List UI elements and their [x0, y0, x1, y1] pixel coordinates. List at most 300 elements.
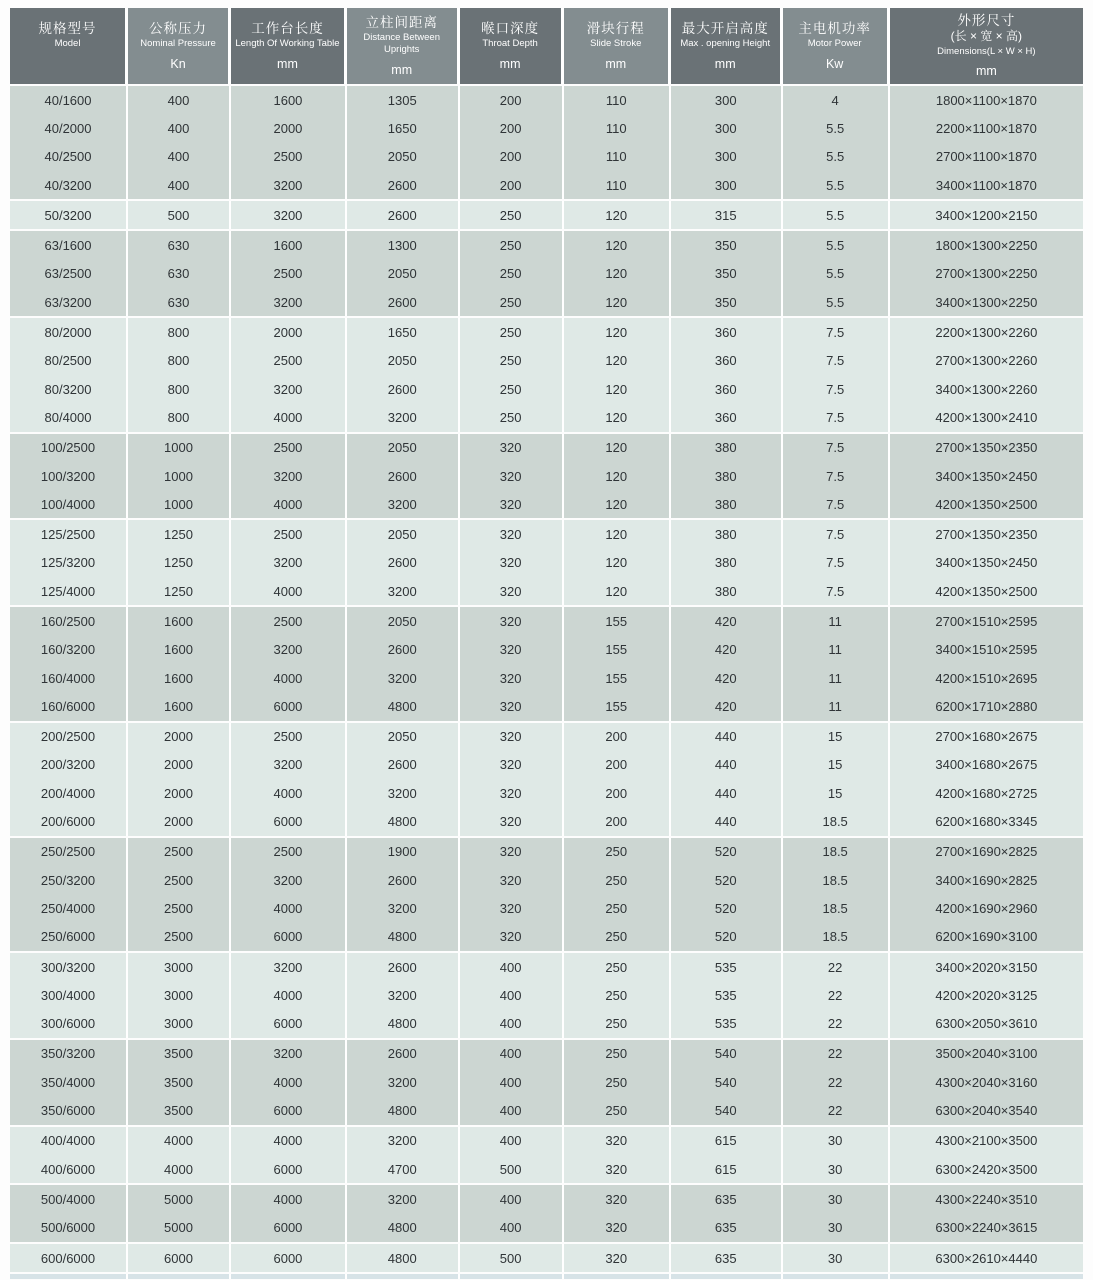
cell-slide-stroke: 120	[564, 375, 671, 403]
cell-dimensions: 6300×2420×3500	[890, 1155, 1083, 1183]
cell-nominal-pressure: 1600	[128, 692, 231, 720]
cell-working-table-length: 2500	[231, 520, 347, 548]
col-header-motor-power	[783, 8, 890, 84]
table-row	[10, 1040, 1083, 1068]
cell-dimensions: 3500×2040×3100	[890, 1040, 1083, 1068]
cell-uprights-distance: 2050	[347, 347, 460, 375]
cell-throat-depth: 320	[460, 607, 564, 635]
cell-working-table-length: 2500	[231, 347, 347, 375]
cell-slide-stroke: 320	[564, 1185, 671, 1213]
cell-nominal-pressure: 2500	[128, 866, 231, 894]
cell-dimensions: 4200×2020×3125	[890, 981, 1083, 1009]
cell-nominal-pressure: 630	[128, 288, 231, 316]
cell-dimensions: 3400×1350×2450	[890, 549, 1083, 577]
cell-motor-power: 11	[783, 607, 890, 635]
cell-uprights-distance: 3200	[347, 664, 460, 692]
table-row	[10, 86, 1083, 114]
cell-working-table-length: 4000	[231, 981, 347, 1009]
next-section-sliver	[10, 1274, 1083, 1279]
cell-motor-power: 22	[783, 1040, 890, 1068]
table-row	[10, 231, 1083, 259]
cell-slide-stroke: 155	[564, 692, 671, 720]
cell-working-table-length: 4000	[231, 1068, 347, 1096]
cell-model: 40/3200	[10, 171, 128, 199]
cell-dimensions: 4300×2240×3510	[890, 1185, 1083, 1213]
cell-uprights-distance: 2050	[347, 434, 460, 462]
cell-motor-power: 18.5	[783, 838, 890, 866]
cell-uprights-distance: 2600	[347, 462, 460, 490]
header-en-label: Slide Stroke	[590, 38, 642, 50]
cell-motor-power: 11	[783, 692, 890, 720]
cell-slide-stroke: 120	[564, 231, 671, 259]
cell-nominal-pressure: 2500	[128, 838, 231, 866]
cell-dimensions: 4200×1350×2500	[890, 577, 1083, 605]
table-row	[10, 1244, 1083, 1272]
cell-max-opening-height: 540	[671, 1096, 783, 1124]
header-en-label: Max . opening Height	[680, 38, 771, 50]
row-group	[10, 953, 1083, 1038]
cell-working-table-length: 1600	[231, 231, 347, 259]
cell-motor-power: 7.5	[783, 549, 890, 577]
table-row	[10, 1155, 1083, 1183]
sliver-cell	[10, 1274, 128, 1279]
cell-model: 600/6000	[10, 1244, 128, 1272]
cell-throat-depth: 320	[460, 664, 564, 692]
cell-motor-power: 30	[783, 1185, 890, 1213]
cell-uprights-distance: 2600	[347, 636, 460, 664]
cell-model: 350/3200	[10, 1040, 128, 1068]
cell-nominal-pressure: 6000	[128, 1244, 231, 1272]
header-zh-label: 规格型号	[38, 20, 97, 36]
cell-throat-depth: 250	[460, 231, 564, 259]
cell-motor-power: 22	[783, 1068, 890, 1096]
cell-uprights-distance: 4800	[347, 692, 460, 720]
cell-motor-power: 22	[783, 953, 890, 981]
cell-throat-depth: 320	[460, 434, 564, 462]
cell-dimensions: 3400×1510×2595	[890, 636, 1083, 664]
cell-nominal-pressure: 400	[128, 114, 231, 142]
header-zh-label: 工作台长度	[251, 20, 324, 36]
table-row	[10, 260, 1083, 288]
cell-nominal-pressure: 2000	[128, 751, 231, 779]
cell-model: 100/3200	[10, 462, 128, 490]
cell-model: 200/3200	[10, 751, 128, 779]
table-row	[10, 403, 1083, 431]
table-row	[10, 1214, 1083, 1242]
cell-slide-stroke: 120	[564, 201, 671, 229]
cell-uprights-distance: 2600	[347, 866, 460, 894]
cell-dimensions: 4200×1300×2410	[890, 403, 1083, 431]
row-group	[10, 723, 1083, 836]
cell-working-table-length: 3200	[231, 866, 347, 894]
table-row	[10, 288, 1083, 316]
cell-throat-depth: 320	[460, 577, 564, 605]
cell-motor-power: 22	[783, 981, 890, 1009]
cell-throat-depth: 320	[460, 923, 564, 951]
col-header-uprights-distance	[347, 8, 460, 84]
cell-throat-depth: 250	[460, 347, 564, 375]
cell-motor-power: 22	[783, 1010, 890, 1038]
cell-model: 63/2500	[10, 260, 128, 288]
cell-model: 350/6000	[10, 1096, 128, 1124]
row-group	[10, 231, 1083, 316]
cell-slide-stroke: 120	[564, 462, 671, 490]
cell-max-opening-height: 380	[671, 577, 783, 605]
header-zh-label: 立柱间距离	[365, 14, 438, 30]
sliver-cell	[347, 1274, 460, 1279]
cell-working-table-length: 2500	[231, 434, 347, 462]
cell-motor-power: 7.5	[783, 577, 890, 605]
cell-nominal-pressure: 3000	[128, 1010, 231, 1038]
cell-nominal-pressure: 800	[128, 318, 231, 346]
cell-slide-stroke: 250	[564, 894, 671, 922]
cell-slide-stroke: 120	[564, 549, 671, 577]
row-group	[10, 86, 1083, 199]
cell-dimensions: 6200×1680×3345	[890, 807, 1083, 835]
cell-nominal-pressure: 3000	[128, 981, 231, 1009]
cell-dimensions: 2700×1300×2250	[890, 260, 1083, 288]
cell-slide-stroke: 250	[564, 866, 671, 894]
cell-dimensions: 4200×1690×2960	[890, 894, 1083, 922]
cell-uprights-distance: 3200	[347, 577, 460, 605]
cell-slide-stroke: 120	[564, 434, 671, 462]
cell-working-table-length: 2500	[231, 143, 347, 171]
cell-uprights-distance: 4800	[347, 807, 460, 835]
cell-dimensions: 3400×1100×1870	[890, 171, 1083, 199]
cell-working-table-length: 3200	[231, 751, 347, 779]
sliver-cell	[890, 1274, 1083, 1279]
cell-model: 125/2500	[10, 520, 128, 548]
cell-model: 160/4000	[10, 664, 128, 692]
cell-throat-depth: 400	[460, 1096, 564, 1124]
sliver-cell	[128, 1274, 231, 1279]
cell-nominal-pressure: 2000	[128, 723, 231, 751]
cell-max-opening-height: 380	[671, 549, 783, 577]
cell-slide-stroke: 250	[564, 923, 671, 951]
cell-uprights-distance: 2600	[347, 953, 460, 981]
table-row	[10, 114, 1083, 142]
cell-working-table-length: 6000	[231, 1214, 347, 1242]
cell-slide-stroke: 110	[564, 86, 671, 114]
cell-slide-stroke: 110	[564, 143, 671, 171]
row-group	[10, 838, 1083, 951]
cell-uprights-distance: 2600	[347, 171, 460, 199]
cell-model: 300/4000	[10, 981, 128, 1009]
cell-motor-power: 5.5	[783, 143, 890, 171]
cell-slide-stroke: 120	[564, 490, 671, 518]
cell-slide-stroke: 320	[564, 1155, 671, 1183]
cell-nominal-pressure: 400	[128, 86, 231, 114]
cell-slide-stroke: 120	[564, 577, 671, 605]
cell-nominal-pressure: 500	[128, 201, 231, 229]
cell-working-table-length: 3200	[231, 171, 347, 199]
row-group	[10, 607, 1083, 720]
table-row	[10, 838, 1083, 866]
table-row	[10, 549, 1083, 577]
cell-uprights-distance: 2050	[347, 260, 460, 288]
cell-uprights-distance: 3200	[347, 403, 460, 431]
col-header-nominal-pressure	[128, 8, 231, 84]
cell-uprights-distance: 4800	[347, 1214, 460, 1242]
cell-motor-power: 7.5	[783, 434, 890, 462]
cell-nominal-pressure: 5000	[128, 1185, 231, 1213]
cell-motor-power: 5.5	[783, 201, 890, 229]
cell-working-table-length: 4000	[231, 894, 347, 922]
row-group	[10, 520, 1083, 605]
row-group	[10, 318, 1083, 431]
cell-dimensions: 6300×2040×3540	[890, 1096, 1083, 1124]
cell-max-opening-height: 520	[671, 894, 783, 922]
cell-uprights-distance: 2050	[347, 607, 460, 635]
cell-max-opening-height: 635	[671, 1214, 783, 1242]
cell-throat-depth: 250	[460, 375, 564, 403]
cell-working-table-length: 3200	[231, 375, 347, 403]
header-en-label: Model	[54, 38, 81, 50]
cell-model: 250/2500	[10, 838, 128, 866]
cell-nominal-pressure: 630	[128, 260, 231, 288]
cell-throat-depth: 320	[460, 520, 564, 548]
cell-throat-depth: 320	[460, 894, 564, 922]
cell-uprights-distance: 1300	[347, 231, 460, 259]
cell-dimensions: 1800×1300×2250	[890, 231, 1083, 259]
table-row	[10, 462, 1083, 490]
table-row	[10, 375, 1083, 403]
cell-throat-depth: 320	[460, 807, 564, 835]
table-row	[10, 779, 1083, 807]
spec-table	[10, 8, 1083, 1272]
cell-nominal-pressure: 4000	[128, 1155, 231, 1183]
row-group	[10, 434, 1083, 519]
col-header-model	[10, 8, 128, 84]
cell-nominal-pressure: 630	[128, 231, 231, 259]
cell-motor-power: 7.5	[783, 403, 890, 431]
cell-slide-stroke: 155	[564, 664, 671, 692]
cell-dimensions: 2700×1350×2350	[890, 434, 1083, 462]
cell-max-opening-height: 535	[671, 1010, 783, 1038]
cell-working-table-length: 3200	[231, 953, 347, 981]
cell-throat-depth: 250	[460, 201, 564, 229]
cell-model: 160/2500	[10, 607, 128, 635]
header-unit-label: mm	[714, 57, 736, 71]
cell-motor-power: 15	[783, 723, 890, 751]
header-en-label: Nominal Pressure	[140, 38, 216, 50]
cell-uprights-distance: 2600	[347, 1040, 460, 1068]
cell-model: 250/3200	[10, 866, 128, 894]
header-unit-label: mm	[277, 57, 298, 71]
cell-max-opening-height: 380	[671, 462, 783, 490]
col-header-throat-depth	[460, 8, 564, 84]
cell-throat-depth: 320	[460, 866, 564, 894]
cell-throat-depth: 320	[460, 692, 564, 720]
table-header-row	[10, 8, 1083, 84]
cell-max-opening-height: 535	[671, 953, 783, 981]
table-row	[10, 1127, 1083, 1155]
table-row	[10, 143, 1083, 171]
cell-nominal-pressure: 800	[128, 403, 231, 431]
cell-max-opening-height: 380	[671, 490, 783, 518]
header-unit-label: mm	[975, 64, 997, 79]
cell-nominal-pressure: 400	[128, 171, 231, 199]
sliver-cell	[460, 1274, 564, 1279]
cell-nominal-pressure: 2500	[128, 923, 231, 951]
table-row	[10, 723, 1083, 751]
cell-dimensions: 1800×1100×1870	[890, 86, 1083, 114]
cell-slide-stroke: 250	[564, 1040, 671, 1068]
header-zh-label: 最大开启高度	[681, 20, 769, 36]
cell-max-opening-height: 300	[671, 86, 783, 114]
cell-dimensions: 2700×1100×1870	[890, 143, 1083, 171]
cell-nominal-pressure: 3000	[128, 953, 231, 981]
cell-working-table-length: 4000	[231, 1127, 347, 1155]
cell-nominal-pressure: 1000	[128, 462, 231, 490]
cell-max-opening-height: 300	[671, 143, 783, 171]
row-group	[10, 201, 1083, 229]
cell-uprights-distance: 4800	[347, 1010, 460, 1038]
cell-dimensions: 2200×1100×1870	[890, 114, 1083, 142]
cell-model: 250/4000	[10, 894, 128, 922]
cell-working-table-length: 2000	[231, 318, 347, 346]
cell-throat-depth: 400	[460, 981, 564, 1009]
cell-uprights-distance: 1650	[347, 318, 460, 346]
cell-throat-depth: 400	[460, 1214, 564, 1242]
cell-dimensions: 2700×1510×2595	[890, 607, 1083, 635]
cell-throat-depth: 250	[460, 260, 564, 288]
cell-throat-depth: 400	[460, 1010, 564, 1038]
cell-uprights-distance: 1305	[347, 86, 460, 114]
cell-nominal-pressure: 400	[128, 143, 231, 171]
cell-max-opening-height: 420	[671, 607, 783, 635]
cell-dimensions: 2200×1300×2260	[890, 318, 1083, 346]
cell-slide-stroke: 110	[564, 114, 671, 142]
cell-dimensions: 4300×2040×3160	[890, 1068, 1083, 1096]
cell-motor-power: 7.5	[783, 318, 890, 346]
cell-nominal-pressure: 1250	[128, 520, 231, 548]
cell-dimensions: 2700×1350×2350	[890, 520, 1083, 548]
cell-nominal-pressure: 1000	[128, 434, 231, 462]
cell-slide-stroke: 155	[564, 636, 671, 664]
sliver-cell	[783, 1274, 890, 1279]
cell-working-table-length: 6000	[231, 923, 347, 951]
cell-working-table-length: 3200	[231, 549, 347, 577]
cell-max-opening-height: 300	[671, 171, 783, 199]
table-row	[10, 434, 1083, 462]
cell-motor-power: 5.5	[783, 260, 890, 288]
cell-dimensions: 3400×1200×2150	[890, 201, 1083, 229]
cell-motor-power: 4	[783, 86, 890, 114]
table-row	[10, 607, 1083, 635]
cell-model: 300/3200	[10, 953, 128, 981]
cell-max-opening-height: 300	[671, 114, 783, 142]
cell-dimensions: 2700×1690×2825	[890, 838, 1083, 866]
cell-max-opening-height: 635	[671, 1185, 783, 1213]
cell-nominal-pressure: 2000	[128, 807, 231, 835]
header-en-label: Distance Between Uprights	[363, 32, 440, 56]
header-zh-label: 主电机功率	[798, 20, 871, 36]
table-row	[10, 953, 1083, 981]
cell-slide-stroke: 320	[564, 1214, 671, 1242]
cell-max-opening-height: 315	[671, 201, 783, 229]
cell-uprights-distance: 3200	[347, 894, 460, 922]
cell-dimensions: 3400×1690×2825	[890, 866, 1083, 894]
cell-throat-depth: 250	[460, 318, 564, 346]
cell-max-opening-height: 420	[671, 636, 783, 664]
table-row	[10, 347, 1083, 375]
cell-model: 500/4000	[10, 1185, 128, 1213]
cell-slide-stroke: 250	[564, 1010, 671, 1038]
cell-dimensions: 3400×1300×2260	[890, 375, 1083, 403]
cell-max-opening-height: 420	[671, 692, 783, 720]
row-group	[10, 1244, 1083, 1272]
cell-nominal-pressure: 1600	[128, 607, 231, 635]
cell-motor-power: 30	[783, 1214, 890, 1242]
cell-uprights-distance: 3200	[347, 490, 460, 518]
cell-model: 80/3200	[10, 375, 128, 403]
cell-max-opening-height: 440	[671, 779, 783, 807]
table-row	[10, 866, 1083, 894]
cell-dimensions: 4200×1510×2695	[890, 664, 1083, 692]
table-row	[10, 981, 1083, 1009]
cell-working-table-length: 2500	[231, 838, 347, 866]
cell-model: 100/4000	[10, 490, 128, 518]
cell-motor-power: 7.5	[783, 375, 890, 403]
cell-throat-depth: 250	[460, 288, 564, 316]
cell-working-table-length: 4000	[231, 1185, 347, 1213]
cell-motor-power: 5.5	[783, 114, 890, 142]
header-zh-label: 外形尺寸	[957, 13, 1016, 29]
sliver-cell	[671, 1274, 783, 1279]
cell-motor-power: 18.5	[783, 866, 890, 894]
cell-working-table-length: 4000	[231, 577, 347, 605]
cell-model: 300/6000	[10, 1010, 128, 1038]
cell-dimensions: 6300×2050×3610	[890, 1010, 1083, 1038]
cell-dimensions: 3400×1300×2250	[890, 288, 1083, 316]
cell-dimensions: 3400×1680×2675	[890, 751, 1083, 779]
cell-max-opening-height: 350	[671, 288, 783, 316]
cell-max-opening-height: 535	[671, 981, 783, 1009]
cell-motor-power: 18.5	[783, 894, 890, 922]
cell-max-opening-height: 360	[671, 375, 783, 403]
table-row	[10, 318, 1083, 346]
cell-dimensions: 3400×1350×2450	[890, 462, 1083, 490]
cell-nominal-pressure: 1000	[128, 490, 231, 518]
cell-working-table-length: 6000	[231, 807, 347, 835]
cell-max-opening-height: 635	[671, 1244, 783, 1272]
cell-throat-depth: 320	[460, 838, 564, 866]
table-row	[10, 1068, 1083, 1096]
table-row	[10, 692, 1083, 720]
cell-uprights-distance: 4700	[347, 1155, 460, 1183]
cell-working-table-length: 2500	[231, 723, 347, 751]
cell-max-opening-height: 350	[671, 231, 783, 259]
cell-motor-power: 5.5	[783, 231, 890, 259]
cell-max-opening-height: 420	[671, 664, 783, 692]
cell-slide-stroke: 250	[564, 981, 671, 1009]
cell-throat-depth: 200	[460, 171, 564, 199]
row-group	[10, 1185, 1083, 1242]
cell-nominal-pressure: 1250	[128, 577, 231, 605]
row-group	[10, 1127, 1083, 1184]
cell-slide-stroke: 200	[564, 779, 671, 807]
header-unit-label: Kw	[825, 57, 844, 71]
col-header-slide-stroke	[564, 8, 671, 84]
cell-throat-depth: 500	[460, 1244, 564, 1272]
cell-motor-power: 7.5	[783, 520, 890, 548]
cell-nominal-pressure: 2000	[128, 779, 231, 807]
cell-throat-depth: 500	[460, 1155, 564, 1183]
header-unit-label: mm	[391, 62, 413, 77]
col-header-working-table-length	[231, 8, 347, 84]
cell-motor-power: 30	[783, 1155, 890, 1183]
